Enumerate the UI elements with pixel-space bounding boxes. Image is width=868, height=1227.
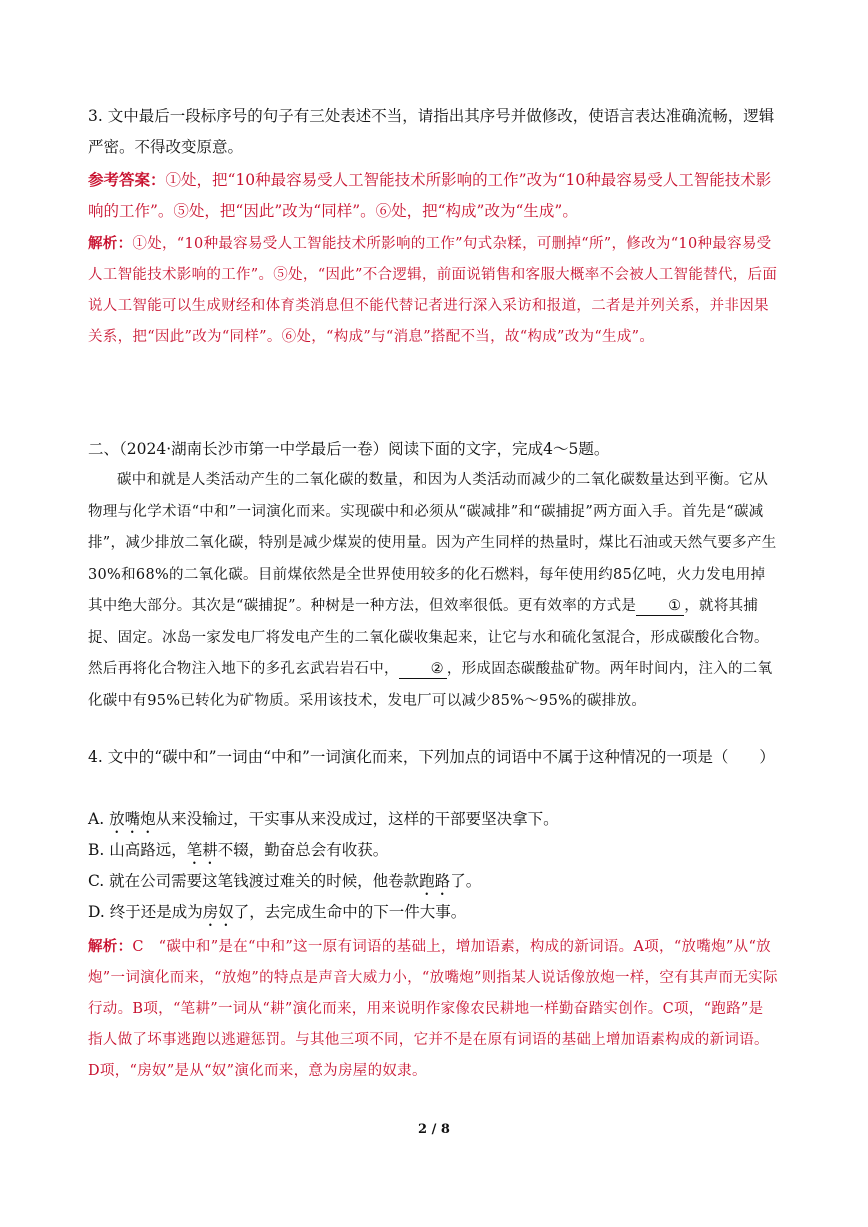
option-b-rest: 不辍，勤奋总会有收获。 <box>217 841 389 859</box>
option-d-rest: 了，去完成生命中的下一件大事。 <box>233 903 467 921</box>
option-c-rest: 了。 <box>450 872 482 890</box>
reading-passage <box>88 465 778 717</box>
q4-analysis-label: 解析： <box>88 938 133 955</box>
question-3-analysis <box>88 228 778 353</box>
analysis-label: 解析： <box>88 235 133 252</box>
blank-1: ① <box>636 597 684 616</box>
question-4-analysis <box>88 931 778 1087</box>
option-c-dotted-word: 跑路 <box>419 872 451 890</box>
page-number: 2 / 8 <box>418 1122 450 1137</box>
answer-label: 参考答案： <box>88 170 166 189</box>
option-b <box>88 835 778 868</box>
option-b-prefix: B. 山高路远， <box>88 841 187 859</box>
analysis-text: ①处，“10种最容易受人工智能技术所影响的工作”句式杂糅，可删掉“所”，修改为“10种最容易受人工智能技术影响的工作”。⑤处，“因此”不合逻辑，前面说销售和客服大概率不会被人工智能替代，后面说人工智能可以生成财经和体育类消息但不能代替记者进行深入采访和报道，二者是并列关系，并非因果关系，把“因此”改为“同样”。⑥处，“构成”与“消息”搭配不当，故“构成”改为“生成”。 <box>88 236 778 345</box>
option-a-dotted-word: 放嘴炮 <box>109 810 156 828</box>
option-a-rest: 从来没输过，干实事从来没成过，这样的干部要坚决拿下。 <box>155 810 559 828</box>
passage-text-2: ，就将其捕捉、固定。冰岛一家发电厂将发电产生的二氧化碳收集起来，让它与水和硫化氢混合，形成碳酸化合物。然后再将化合物注入地下的多孔玄武岩岩石中， <box>88 598 769 677</box>
q4-analysis-text: C “碳中和”是在“中和”这一原有词语的基础上，增加语素，构成的新词语。A项，“放嘴炮”从“放炮”一词演化而来，“放炮”的特点是声音大威力小，“放嘴炮”则指某人说话像放炮一样，空有其声而无实际行动。B项，“笔耕”一词从“耕”演化而来，用来说明作家像农民耕地一样勤奋踏实创作。C项，“跑路”是指人做了坏事逃跑以逃避惩罚。与其他三项不同，它并不是在原有词语的基础上增加语素构成的新词语。D项，“房奴”是从“奴”演化而来，意为房屋的奴隶。 <box>88 939 778 1079</box>
answer-text: ①处，把“10种最容易受人工智能技术所影响的工作”改为“10种最容易受人工智能技术影响的工作”。⑤处，把“因此”改为“同样”。⑥处，把“构成”改为“生成”。 <box>88 171 772 220</box>
option-d-prefix: D. 终于还是成为 <box>88 903 203 921</box>
option-c-prefix: C. 就在公司需要这笔钱渡过难关的时候，他卷款 <box>88 872 420 890</box>
option-d-dotted-word: 房奴 <box>202 903 234 921</box>
option-a <box>88 804 778 837</box>
option-b-dotted-word: 笔耕 <box>186 841 218 859</box>
section-2-heading: 二、（2024·湖南长沙市第一中学最后一卷）阅读下面的文字，完成4～5题。 <box>88 440 610 458</box>
question-3-stem: 3. 文中最后一段标序号的句子有三处表述不当，请指出其序号并做修改，使语言表达准确流畅，逻辑严密。不得改变原意。 <box>88 107 775 156</box>
question-3-answer <box>88 164 778 227</box>
option-a-prefix: A. <box>88 810 110 828</box>
option-d <box>88 897 778 930</box>
passage-text-1: 碳中和就是人类活动产生的二氧化碳的数量，和因为人类活动而减少的二氧化碳数量达到平衡。它从物理与化学术语“中和”一词演化而来。实现碳中和必须从“碳减排”和“碳捕捉”两方面入手。首先是“碳减排”，减少排放二氧化碳，特别是减少煤炭的使用量。因为产生同样的热量时，煤比石油或天然气要多产生30%和68%的二氧化碳。目前煤依然是全世界使用较多的化石燃料，每年使用约85亿吨，火力发电用掉其中绝大部分。其次是“碳捕捉”。种树是一种方法，但效率很低。更有效率的方式是 <box>88 472 777 614</box>
question-4-stem: 4. 文中的“碳中和”一词由“中和”一词演化而来，下列加点的词语中不属于这种情况的一项是（ ） <box>88 748 775 766</box>
blank-2: ② <box>399 660 447 679</box>
option-c <box>88 866 778 899</box>
passage-text-3: ，形成固态碳酸盐矿物。两年时间内，注入的二氧化碳中有95%已转化为矿物质。采用该技术，发电厂可以减少85%～95%的碳排放。 <box>88 661 773 709</box>
